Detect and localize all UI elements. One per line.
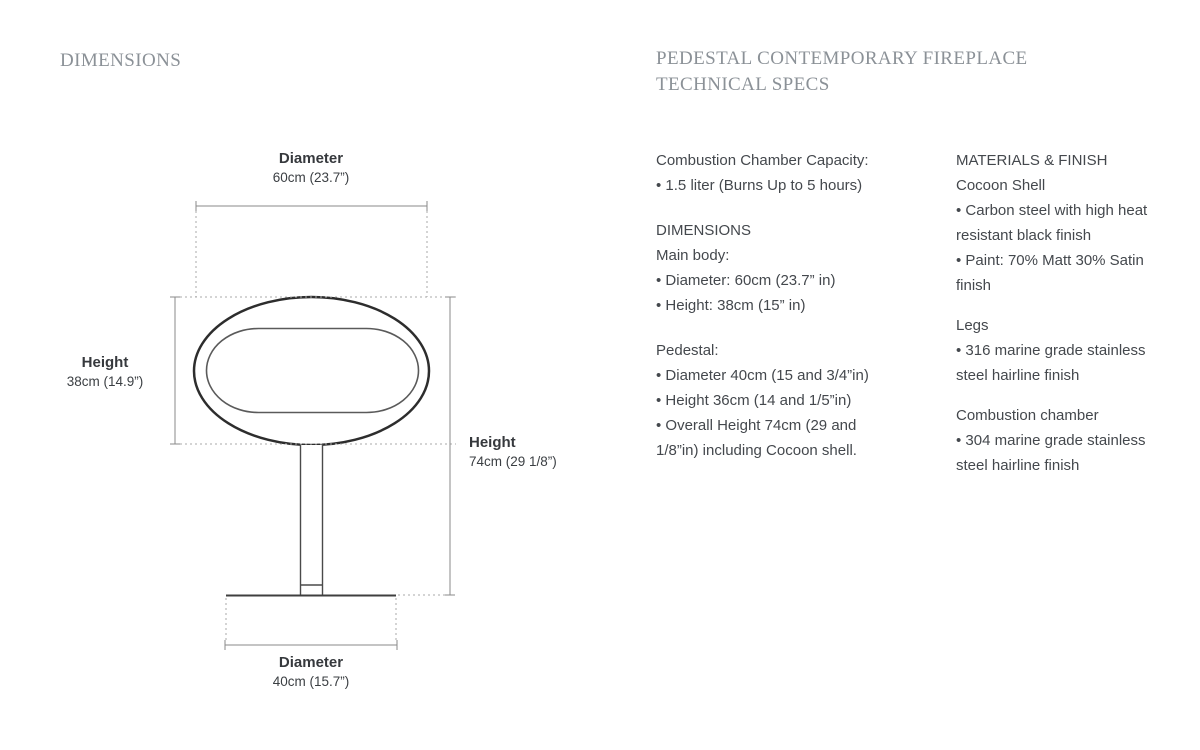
overall-height-label <box>469 433 619 471</box>
shell-height-label-value: 38cm (14.9”) <box>66 374 144 389</box>
spec-block-main-body <box>656 218 926 318</box>
top-diameter-dimension-line <box>196 201 427 211</box>
spec-line: • 304 marine grade stainless <box>956 432 1146 449</box>
spec-line: • Carbon steel with high heat <box>956 202 1148 219</box>
shell-height-label <box>45 353 165 391</box>
spec-line: steel hairline finish <box>956 367 1080 384</box>
spec-line: • Diameter 40cm (15 and 3/4”in) <box>656 367 869 384</box>
spec-block-combustion-chamber <box>956 403 1171 478</box>
spec-line: Combustion Chamber Capacity: <box>656 152 869 169</box>
top-diameter-label-title: Diameter <box>278 150 344 167</box>
technical-specs-heading-line1: PEDESTAL CONTEMPORARY FIREPLACE <box>656 48 1028 69</box>
base-diameter-label-title: Diameter <box>278 654 344 671</box>
pedestal-base <box>226 596 396 641</box>
spec-line: finish <box>956 277 992 294</box>
spec-line: resistant black finish <box>956 227 1092 244</box>
top-diameter-label-value: 60cm (23.7”) <box>272 170 350 185</box>
spec-line: • 1.5 liter (Burns Up to 5 hours) <box>656 177 863 194</box>
spec-line: 1/8”in) including Cocoon shell. <box>656 442 857 459</box>
spec-line: DIMENSIONS <box>656 222 752 239</box>
spec-block-legs <box>956 313 1171 388</box>
spec-block-pedestal <box>656 338 926 463</box>
spec-block-cocoon-shell <box>956 148 1171 298</box>
spec-line: Cocoon Shell <box>956 177 1046 194</box>
spec-line: • Paint: 70% Matt 30% Satin <box>956 252 1144 269</box>
cocoon-shell-outline <box>194 297 429 445</box>
overall-height-label-title: Height <box>469 434 516 451</box>
overall-height-dimension-line <box>445 297 455 595</box>
dimensions-heading: DIMENSIONS <box>60 50 182 71</box>
spec-block-capacity <box>656 148 926 198</box>
shell-height-label-title: Height <box>81 354 129 371</box>
shell-height-dimension-line <box>170 297 180 444</box>
base-diameter-dimension-line <box>225 640 397 650</box>
spec-line: • Overall Height 74cm (29 and <box>656 417 857 434</box>
base-diameter-label <box>221 653 401 691</box>
spec-line: Legs <box>956 317 989 334</box>
spec-column-dimensions <box>656 148 926 483</box>
spec-line: • Diameter: 60cm (23.7” in) <box>656 272 836 289</box>
technical-specs-heading <box>656 46 1126 98</box>
spec-line: Main body: <box>656 247 730 264</box>
spec-column-materials <box>956 148 1171 493</box>
spec-line: • 316 marine grade stainless <box>956 342 1146 359</box>
spec-line: Combustion chamber <box>956 407 1099 424</box>
base-diameter-label-value: 40cm (15.7”) <box>272 674 350 689</box>
spec-line: steel hairline finish <box>956 457 1080 474</box>
spec-line: • Height: 38cm (15” in) <box>656 297 806 314</box>
technical-specs-heading-line2: TECHNICAL SPECS <box>656 74 830 95</box>
pedestal-stem <box>301 444 323 595</box>
overall-height-label-value: 74cm (29 1/8”) <box>469 454 557 469</box>
spec-line: • Height 36cm (14 and 1/5”in) <box>656 392 852 409</box>
spec-line: MATERIALS & FINISH <box>956 152 1108 169</box>
spec-line: Pedestal: <box>656 342 719 359</box>
top-diameter-label <box>221 149 401 187</box>
